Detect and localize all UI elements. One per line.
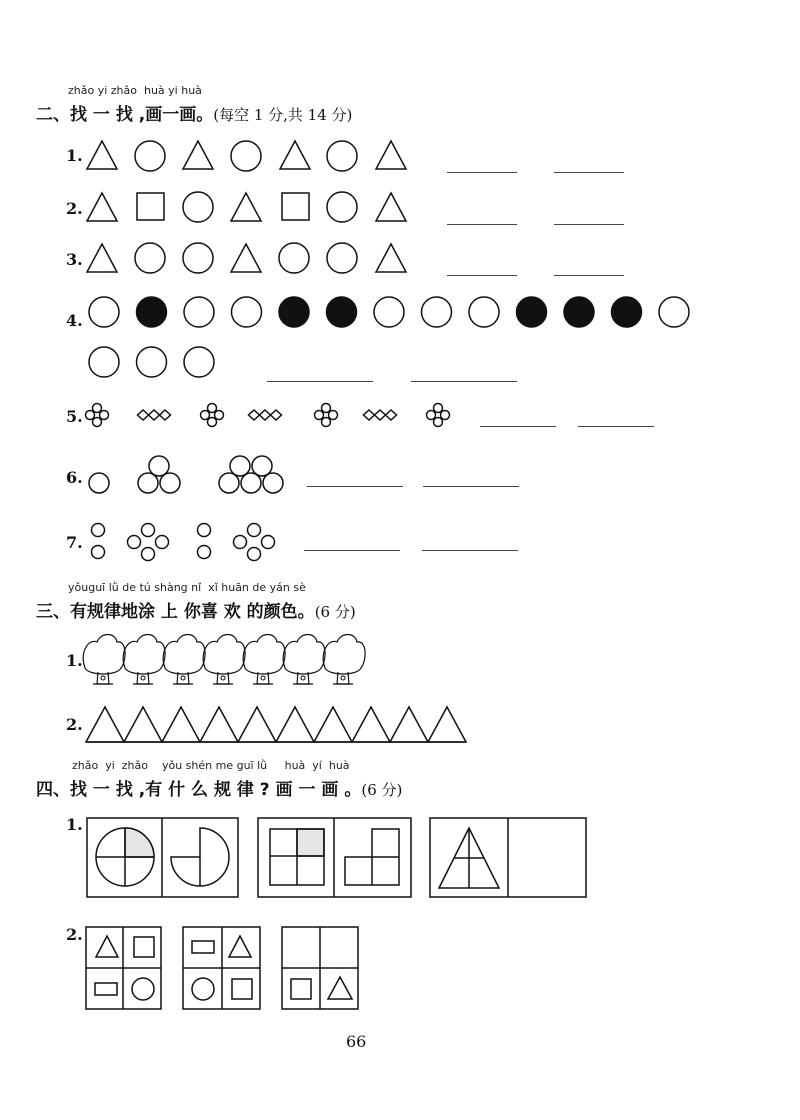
tree-drawing xyxy=(283,635,325,685)
triangle-row xyxy=(86,707,466,742)
black-circle xyxy=(279,297,309,327)
item-number: 2. xyxy=(66,199,83,218)
colorable-triangle[interactable] xyxy=(390,707,428,742)
white-circle xyxy=(232,297,262,327)
tree-drawing xyxy=(163,635,205,685)
item-number: 1. xyxy=(66,146,83,165)
item-number: 5. xyxy=(66,407,83,426)
tree-drawing xyxy=(243,635,285,685)
square-shape xyxy=(282,193,309,220)
black-circle xyxy=(517,297,547,327)
circle-group xyxy=(138,456,180,493)
colorable-triangle[interactable] xyxy=(162,707,200,742)
black-circle xyxy=(564,297,594,327)
pattern-box-2 xyxy=(258,818,411,897)
tree-row xyxy=(83,635,365,685)
answer-area[interactable] xyxy=(283,928,357,967)
item-number: 2. xyxy=(66,715,83,734)
item-number: 2. xyxy=(66,925,83,944)
answer-area[interactable] xyxy=(509,819,585,896)
circle-shape xyxy=(135,243,165,273)
triangle-shape xyxy=(231,244,261,272)
pattern-row-5 xyxy=(86,404,450,427)
flower-shape xyxy=(201,404,224,427)
square-shape xyxy=(137,193,164,220)
triangle-shape xyxy=(376,193,406,221)
circle-shape xyxy=(89,473,109,493)
colorable-triangle[interactable] xyxy=(200,707,238,742)
white-circle xyxy=(184,347,214,377)
white-circle xyxy=(659,297,689,327)
pattern-grid-3 xyxy=(282,927,358,1009)
circle-shape xyxy=(327,141,357,171)
pattern-row-2 xyxy=(87,192,406,222)
item-number: 3. xyxy=(66,250,83,269)
diamond-group xyxy=(249,410,282,420)
item-number: 6. xyxy=(66,468,83,487)
white-circle xyxy=(184,297,214,327)
circle-shape xyxy=(231,141,261,171)
circle-shape xyxy=(279,243,309,273)
section3-pinyin: yǒuguī lǜ de tú shàng nǐ xǐ huān de yán sè xyxy=(68,581,306,594)
colorable-triangle[interactable] xyxy=(276,707,314,742)
section4-title: 四、找 一 找 ,有 什 么 规 律 ? 画 一 画 。 xyxy=(36,780,362,800)
triangle-shape xyxy=(87,193,117,221)
flower-shape xyxy=(315,404,338,427)
white-circle xyxy=(374,297,404,327)
item-number: 1. xyxy=(66,815,83,834)
circle-shape xyxy=(327,243,357,273)
item-number: 7. xyxy=(66,533,83,552)
pattern-box-3 xyxy=(430,818,586,897)
circle-shape xyxy=(327,192,357,222)
section3-score-note: (6 分) xyxy=(314,603,356,621)
black-circle xyxy=(137,297,167,327)
pattern-row-4 xyxy=(89,297,689,377)
colorable-triangle[interactable] xyxy=(86,707,124,742)
item-number: 4. xyxy=(66,311,83,330)
section4-score-note: (6 分) xyxy=(361,781,403,799)
flower-shape xyxy=(86,404,109,427)
circle-group xyxy=(219,456,283,493)
tree-drawing xyxy=(123,635,165,685)
black-circle xyxy=(327,297,357,327)
triangle-shape xyxy=(376,141,406,169)
triangle-shape xyxy=(376,244,406,272)
white-circle xyxy=(89,347,119,377)
tree-drawing xyxy=(83,635,125,685)
section2-pinyin: zhǎo yi zhǎo huà yi huà xyxy=(68,84,202,97)
pattern-grid-1 xyxy=(86,927,161,1009)
white-circle xyxy=(89,297,119,327)
pattern-row-6 xyxy=(89,456,283,493)
triangle-shape xyxy=(87,244,117,272)
flower-shape xyxy=(427,404,450,427)
triangle-shape xyxy=(183,141,213,169)
pattern-grid-2 xyxy=(183,927,260,1009)
colorable-triangle[interactable] xyxy=(428,707,466,742)
white-circle xyxy=(422,297,452,327)
pattern-row-7 xyxy=(92,524,275,561)
colorable-triangle[interactable] xyxy=(314,707,352,742)
triangle-shape xyxy=(280,141,310,169)
item-number: 1. xyxy=(66,651,83,670)
circle-shape xyxy=(183,192,213,222)
colorable-triangle[interactable] xyxy=(124,707,162,742)
section3-title: 三、有规律地涂 上 你喜 欢 的颜色。 xyxy=(36,602,315,622)
circle-shape xyxy=(183,243,213,273)
section2-title: 二、找 一 找 ,画一画。 xyxy=(36,105,214,125)
colorable-triangle[interactable] xyxy=(352,707,390,742)
diamond-group xyxy=(138,410,171,420)
triangle-shape xyxy=(87,141,117,169)
page-number: 66 xyxy=(346,1032,367,1051)
tree-drawing xyxy=(203,635,245,685)
white-circle xyxy=(137,347,167,377)
pattern-box-1 xyxy=(87,818,238,897)
section2-score-note: (每空 1 分,共 14 分) xyxy=(213,106,353,124)
section4-pinyin: zhǎo yi zhǎo yǒu shén me guī lǜ huà yí huà xyxy=(72,759,350,772)
black-circle xyxy=(612,297,642,327)
colorable-triangle[interactable] xyxy=(238,707,276,742)
white-circle xyxy=(469,297,499,327)
pattern-row-3 xyxy=(87,243,406,273)
diamond-group xyxy=(364,410,397,420)
tree-drawing xyxy=(323,635,365,685)
pattern-row-1 xyxy=(87,141,406,171)
triangle-shape xyxy=(231,193,261,221)
circle-shape xyxy=(135,141,165,171)
